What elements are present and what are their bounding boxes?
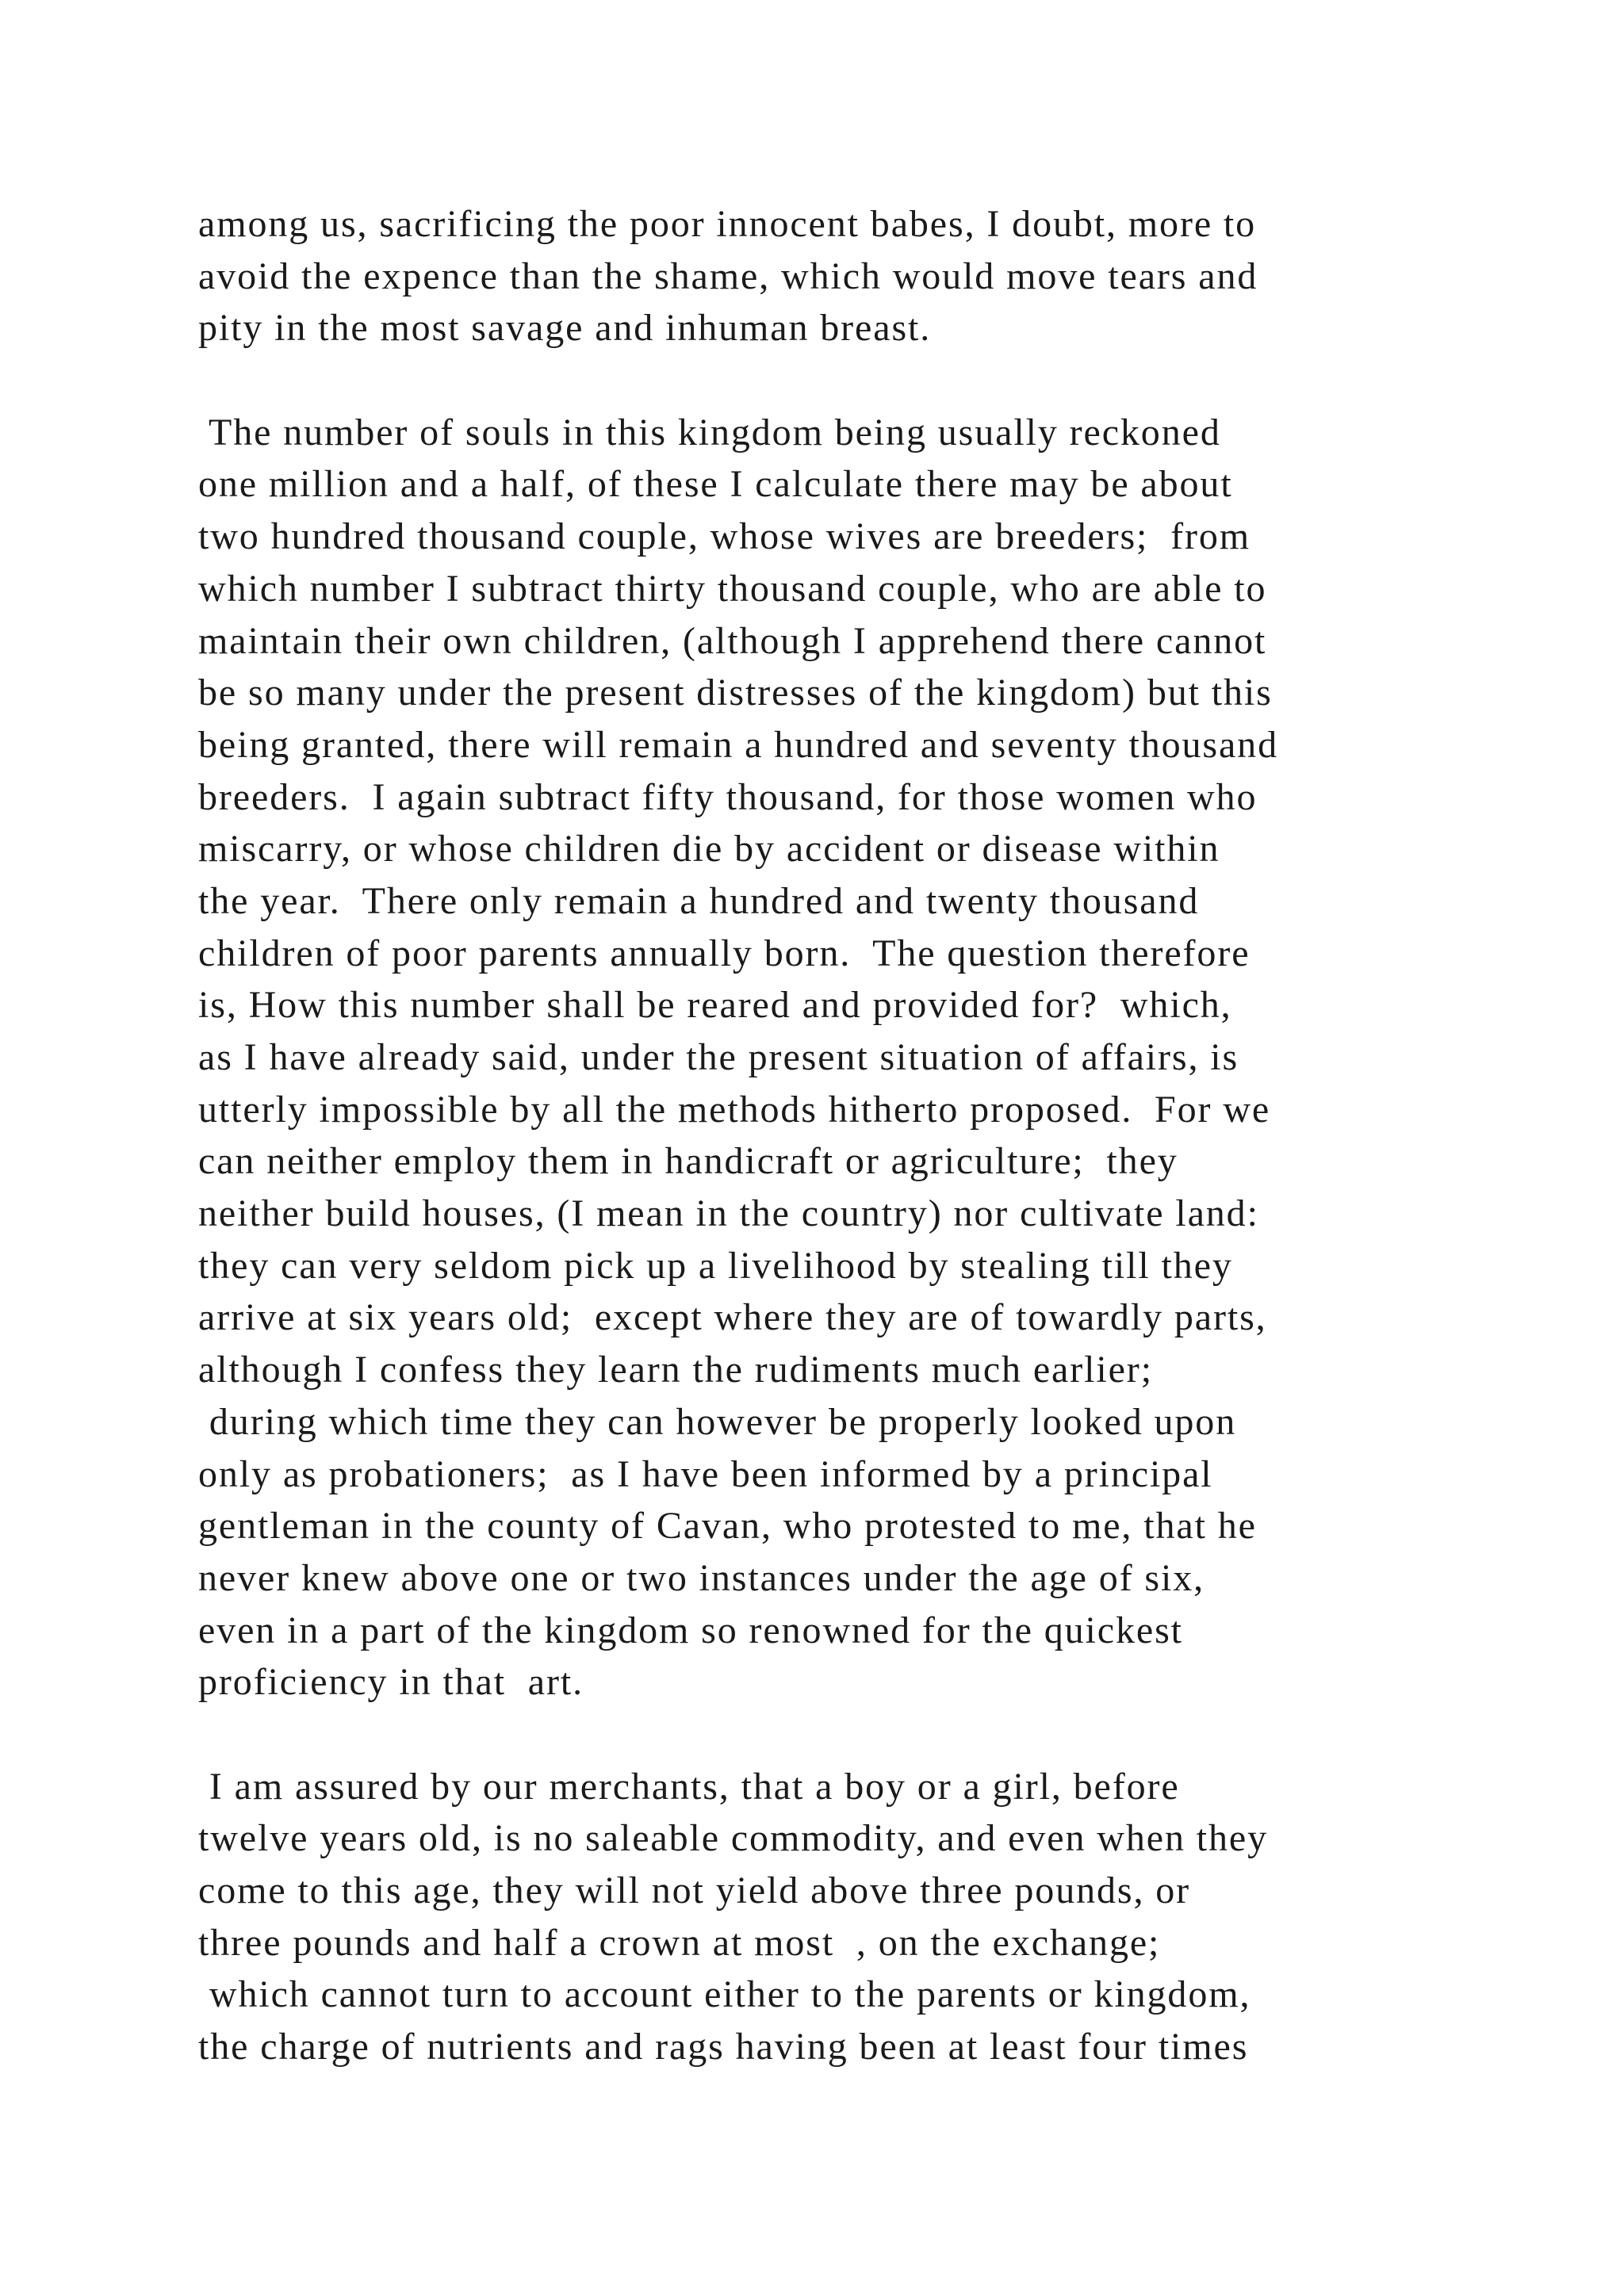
text-line: they can very seldom pick up a livelihood by stealing till they (198, 1244, 1233, 1287)
text-line: two hundred thousand couple, whose wives are breeders; from (198, 515, 1251, 558)
text-line: breeders. I again subtract fifty thousand, for those women who (198, 775, 1258, 818)
text-line: three pounds and half a crown at most , on the exchange; (198, 1921, 1161, 1964)
text-line: the charge of nutrients and rags having been at least four times (198, 2026, 1249, 2068)
text-line: twelve years old, is no saleable commodity, and even when they (198, 1817, 1268, 1860)
text-line: arrive at six years old; except where they are of towardly parts, (198, 1296, 1267, 1339)
text-line: maintain their own children, (although I apprehend there cannot (198, 619, 1267, 662)
text-line: the year. There only remain a hundred and twenty thousand (198, 879, 1200, 922)
text-line: even in a part of the kingdom so renowned for the quickest (198, 1609, 1183, 1651)
text-line: among us, sacrificing the poor innocent babes, I doubt, more to (198, 203, 1257, 245)
text-line: gentleman in the county of Cavan, who protested to me, that he (198, 1505, 1257, 1548)
text-line: utterly impossible by all the methods hitherto proposed. For we (198, 1088, 1271, 1131)
text-line: only as probationers; as I have been informed by a principal (198, 1452, 1213, 1495)
text-line: proficiency in that art. (198, 1661, 584, 1704)
text-line: which number I subtract thirty thousand couple, who are able to (198, 567, 1267, 610)
text-line: being granted, there will remain a hundred and seventy thousand (198, 723, 1278, 766)
text-line: miscarry, or whose children die by accident or disease within (198, 828, 1220, 871)
text-line: pity in the most savage and inhuman breast. (198, 307, 932, 350)
paragraph-gap (198, 1709, 1610, 1761)
text-line: neither build houses, (I mean in the country) nor cultivate land: (198, 1192, 1259, 1235)
text-line: never knew above one or two instances under the age of six, (198, 1556, 1205, 1599)
text-line: The number of souls in this kingdom being usually reckoned (198, 411, 1221, 453)
text-line: one million and a half, of these I calculate there may be about (198, 463, 1233, 506)
text-line: can neither employ them in handicraft or agriculture; they (198, 1140, 1178, 1183)
text-line: which cannot turn to account either to the parents or kingdom, (198, 1973, 1251, 2016)
text-line: is, How this number shall be reared and provided for? which, (198, 984, 1232, 1027)
text-line: come to this age, they will not yield above three pounds, or (198, 1869, 1191, 1911)
paragraph-2 (198, 407, 1610, 1709)
paragraph-1 (198, 198, 1610, 354)
text-line: avoid the expence than the shame, which would move tears and (198, 254, 1258, 297)
text-line: during which time they can however be properly looked upon (198, 1400, 1237, 1443)
text-line: be so many under the present distresses of the kingdom) but this (198, 672, 1273, 714)
document-body (198, 198, 1610, 2073)
text-line: children of poor parents annually born. The question therefore (198, 932, 1251, 974)
text-line: I am assured by our merchants, that a boy or a girl, before (198, 1765, 1180, 1808)
text-line: although I confess they learn the rudiments much earlier; (198, 1349, 1153, 1391)
paragraph-gap (198, 354, 1610, 407)
paragraph-3 (198, 1761, 1610, 2073)
text-line: as I have already said, under the present situation of affairs, is (198, 1036, 1239, 1078)
